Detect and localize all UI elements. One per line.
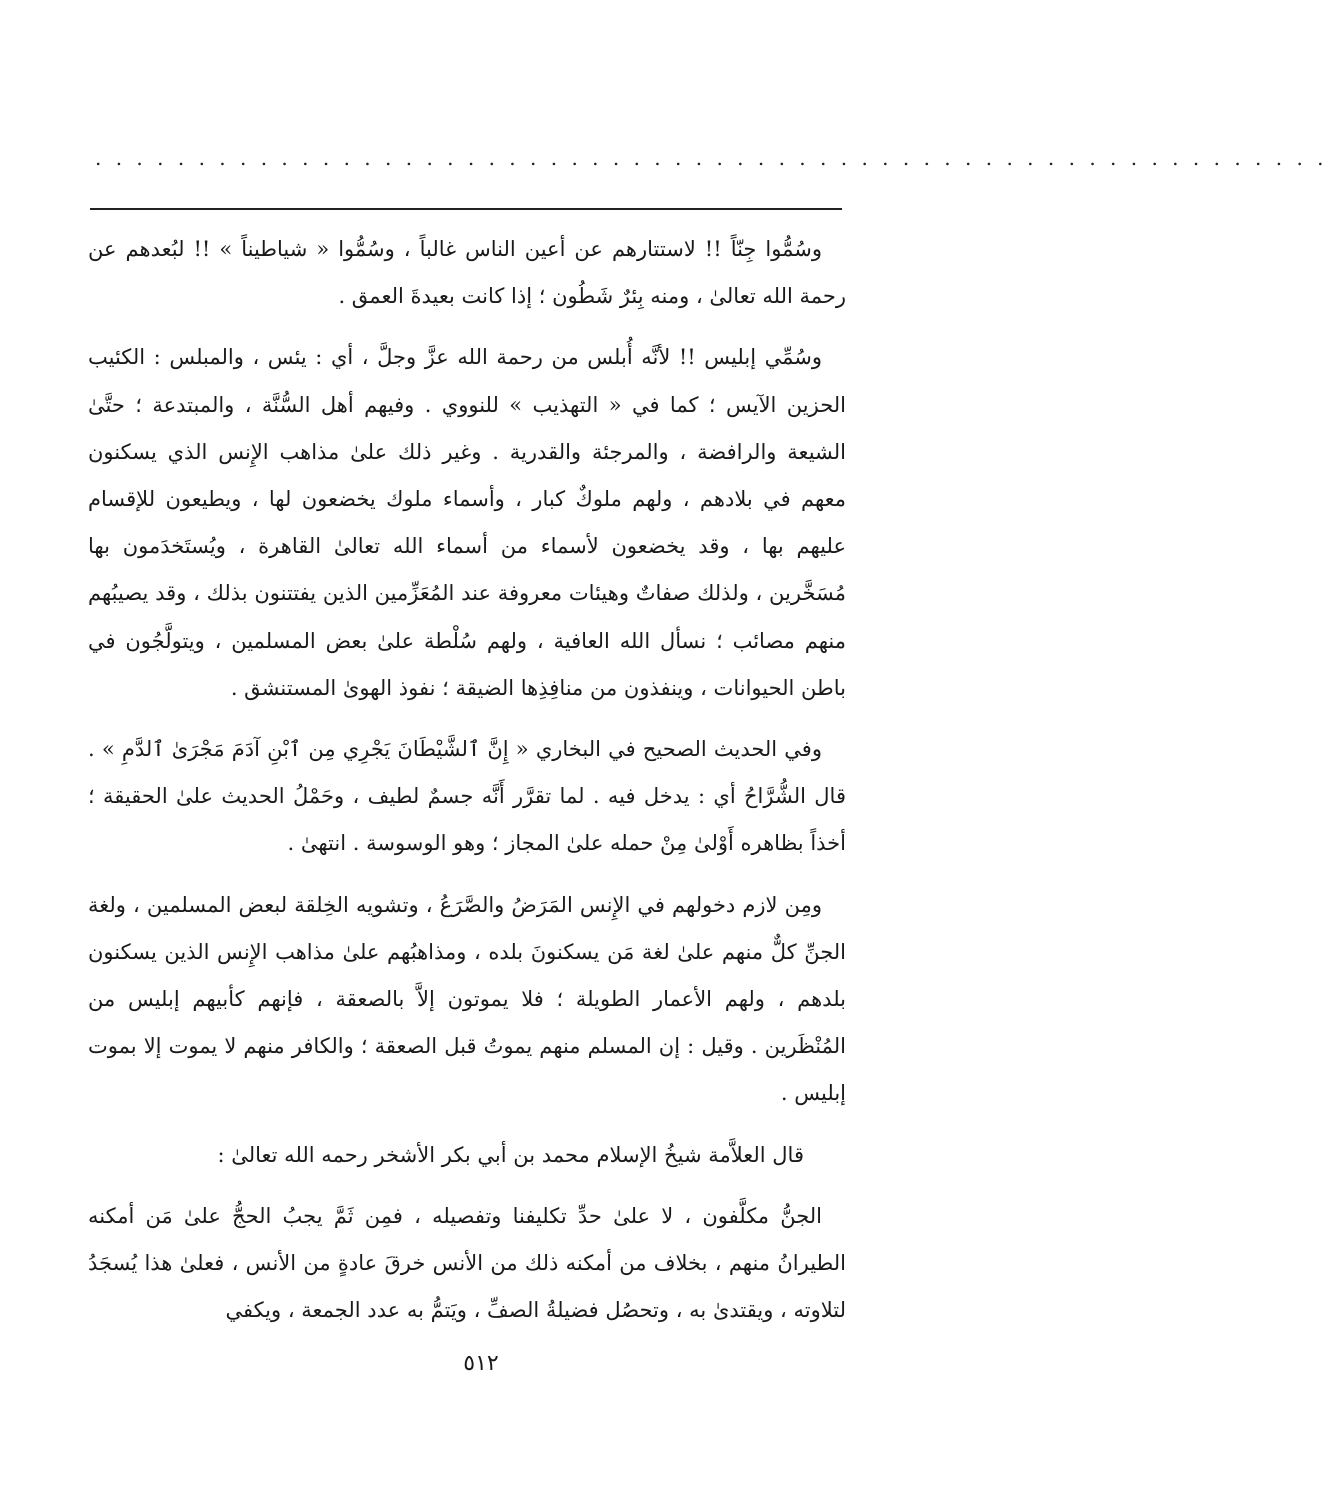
page-number: ٥١٢ (463, 1351, 499, 1376)
paragraph-jinn-naming: وسُمُّوا جِنّاً !! لاستتارهم عن أعين الناس غالباً ، وسُمُّوا « شياطيناً » !! لبُعدهم عن رحمة الله تعالىٰ ، ومنه بِئرٌ شَطُون ؛ إذا كانت بعيدةَ العمق . (88, 237, 846, 309)
paragraph-possession: ومِن لازم دخولهم في الإِنس المَرَضُ والصَّرَعُ ، وتشويه الخِلقة لبعض المسلمين ، ولغة الجنِّ كلٌّ منهم علىٰ لغة مَن يسكنونَ بلده ، ومذاهبُهم علىٰ مذاهب الإِنس الذين يسكنون بلدهم ، ولهم الأعمار الطويلة ؛ فلا يموتون إلاَّ بالصعقة ، فإنهم كأبيهم إبليس من المُنْظَرين . وقيل : إن المسلم منهم يموتُ قبل الصعقة ؛ والكافر منهم لا يموت إلا بموت إبليس . (88, 892, 846, 1106)
paragraph-quote-intro: قال العلاَّمة شيخُ الإسلام محمد بن أبي بكر الأشخر رحمه الله تعالىٰ : (217, 1142, 804, 1167)
divider-line (90, 208, 842, 210)
paragraph-obligations: الجنُّ مكلَّفون ، لا علىٰ حدِّ تكليفنا وتفصيله ، فمِن ثَمَّ يجبُ الحجُّ علىٰ مَن أمكنه الطيرانُ منهم ، بخلاف من أمكنه ذلك من الأنس خرقَ عادةٍ من الأنس ، فعلىٰ هذا يُسجَدُ لتلاوته ، ويقتدىٰ به ، وتحصُل فضيلةُ الصفِّ ، ويَتمُّ به عدد الجمعة ، ويكفي (88, 1203, 846, 1323)
paragraph-iblis-naming: وسُمِّي إبليس !! لأنَّه أُبلس من رحمة الله عزَّ وجلَّ ، أي : يئس ، والمبلس : الكئيب الحزين الآيس ؛ كما في « التهذيب » للنووي . وفيهم أهل السُّنَّة ، والمبتدعة ؛ حتَّىٰ الشيعة والرافضة ، والمرجئة والقدرية . وغير ذلك علىٰ مذاهب الإِنس الذي يسكنون معهم في بلادهم ، ولهم ملوكٌ كبار ، وأسماء ملوك يخضعون لها ، ويطيعون للإقسام عليهم بها ، وقد يخضعون لأسماء من أسماء الله تعالىٰ القاهرة ، ويُستَخدَمون بها مُسَخَّرين ، ولذلك صفاتٌ وهيئات معروفة عند المُعَزِّمين الذين يفتتنون بذلك ، وقد يصيبُهم منهم مصائب ؛ نسأل الله العافية ، ولهم سُلْطة علىٰ بعض المسلمين ، ويتولَّجُون في باطن الحيوانات ، وينفذون من منافِذِها الضيقة ؛ نفوذ الهوىٰ المستنشق . (88, 345, 846, 700)
main-text (88, 226, 846, 1348)
separator-dots: . . . . . . . . . . . . . . . . . . . . . . . . . . . . . . . . . . . . . . . . . . . . . . . . . . . . . . . . . . . . (95, 146, 1328, 170)
paragraph-hadith: وفي الحديث الصحيح في البخاري « إِنَّ ٱلشَّيْطَانَ يَجْرِي مِن ٱبْنِ آدَمَ مَجْرَىٰ ٱلدَّمِ » . قال الشُّرَّاحُ أي : يدخل فيه . لما تقرَّر أَنَّه جسمٌ لطيف ، وحَمْلُ الحديث علىٰ الحقيقة ؛ أخذاً بظاهره أَوْلىٰ مِنْ حمله علىٰ المجاز ؛ وهو الوسوسة . انتهىٰ . (88, 737, 846, 856)
